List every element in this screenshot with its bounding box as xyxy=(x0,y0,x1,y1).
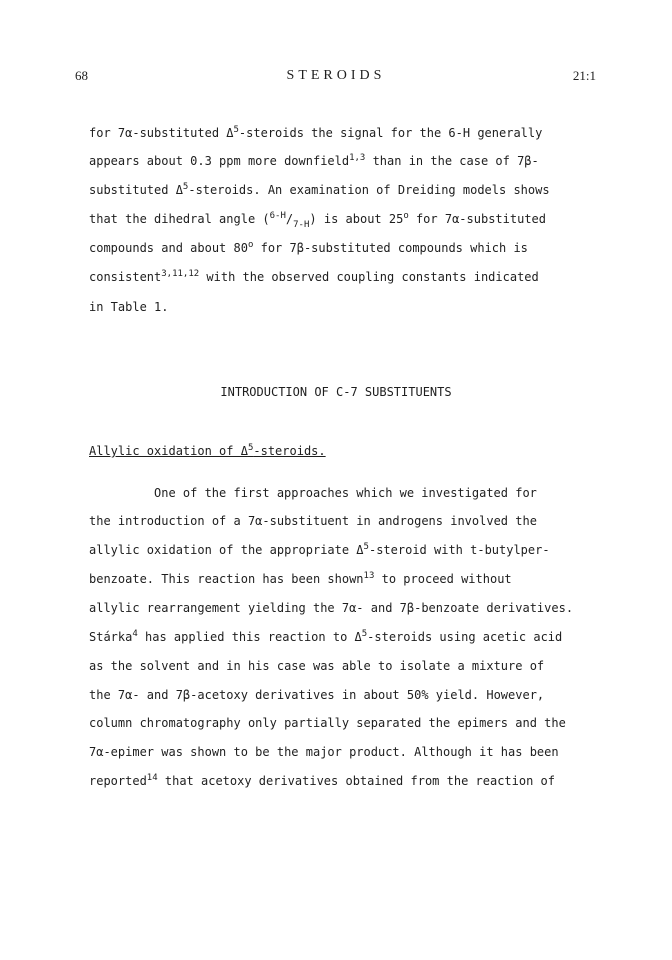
text-line xyxy=(89,154,539,168)
text-line: in Table 1. xyxy=(89,300,169,314)
superscript: 5 xyxy=(182,182,189,192)
degree-superscript: o xyxy=(403,211,409,221)
text-span: with the observed coupling constants indicated xyxy=(199,270,539,284)
text-span: Allylic oxidation of Δ xyxy=(89,444,248,458)
text-span: -steroids. xyxy=(253,444,326,458)
citation-superscript: 1,3 xyxy=(349,153,366,163)
text-line: as the solvent and in his case was able to isolate a mixture of xyxy=(89,659,545,673)
journal-title: STEROIDS xyxy=(286,68,386,83)
issue-number: 21:1 xyxy=(572,68,596,83)
text-line xyxy=(89,183,550,197)
citation-superscript: 13 xyxy=(363,571,375,581)
text-line: One of the first approaches which we investigated for xyxy=(154,486,537,500)
text-span: for 7β-substituted compounds which is xyxy=(253,241,528,255)
text-line xyxy=(89,270,539,284)
text-span: to proceed without xyxy=(374,572,512,586)
text-line xyxy=(89,630,562,644)
text-line: allylic rearrangement yielding the 7α- and 7β-benzoate derivatives. xyxy=(89,601,574,615)
text-line: the 7α- and 7β-acetoxy derivatives in about 50% yield. However, xyxy=(89,688,545,702)
citation-superscript: 4 xyxy=(132,629,138,639)
text-line xyxy=(89,241,528,255)
superscript: 5 xyxy=(233,125,239,135)
citation-superscript: 14 xyxy=(146,773,158,783)
text-line: the introduction of a 7α-substituent in androgens involved the xyxy=(89,514,537,528)
subscript: 7-H xyxy=(293,220,310,230)
text-span: consistent xyxy=(89,270,162,284)
text-span: / xyxy=(285,212,294,226)
text-span: appears about 0.3 ppm more downfield xyxy=(89,154,350,168)
superscript: 5 xyxy=(361,629,368,639)
text-line xyxy=(89,543,550,557)
text-span: that the dihedral angle ( xyxy=(89,212,270,226)
page-number: 68 xyxy=(75,68,88,83)
text-span: -steroid with t-butylper- xyxy=(368,543,550,557)
text-span: -steroids the signal for the 6-H generally xyxy=(238,126,543,140)
page-header xyxy=(0,68,672,88)
text-line: column chromatography only partially separated the epimers and the xyxy=(89,716,566,730)
text-span: compounds and about 80 xyxy=(89,241,248,255)
superscript: 5 xyxy=(363,542,369,552)
text-span: has applied this reaction to Δ xyxy=(137,630,362,644)
text-span: -steroids. An examination of Dreiding models shows xyxy=(188,183,550,197)
text-span: allylic oxidation of the appropriate Δ xyxy=(89,543,364,557)
text-line xyxy=(89,774,555,788)
text-span: Stárka xyxy=(89,630,133,644)
text-span: reported xyxy=(89,774,147,788)
subsection-heading xyxy=(89,444,326,458)
text-span: benzoate. This reaction has been shown xyxy=(89,572,364,586)
text-span: that acetoxy derivatives obtained from the reaction of xyxy=(157,774,555,788)
text-span: for 7α-substituted Δ xyxy=(89,126,234,140)
text-line xyxy=(89,126,542,140)
text-span: ) is about 25 xyxy=(309,212,404,226)
superscript: 5 xyxy=(247,443,254,453)
text-line xyxy=(89,211,547,230)
text-span: substituted Δ xyxy=(89,183,183,197)
text-span: -steroids using acetic acid xyxy=(367,630,563,644)
citation-superscript: 3,11,12 xyxy=(161,269,200,279)
section-heading: INTRODUCTION OF C-7 SUBSTITUENTS xyxy=(220,385,452,399)
text-span: for 7α-substituted xyxy=(408,212,547,226)
text-line xyxy=(89,572,512,586)
superscript: 6-H xyxy=(269,211,286,221)
text-span: than in the case of 7β- xyxy=(365,154,539,168)
text-line: 7α-epimer was shown to be the major product. Although it has been xyxy=(89,745,559,759)
degree-superscript: o xyxy=(247,240,254,250)
